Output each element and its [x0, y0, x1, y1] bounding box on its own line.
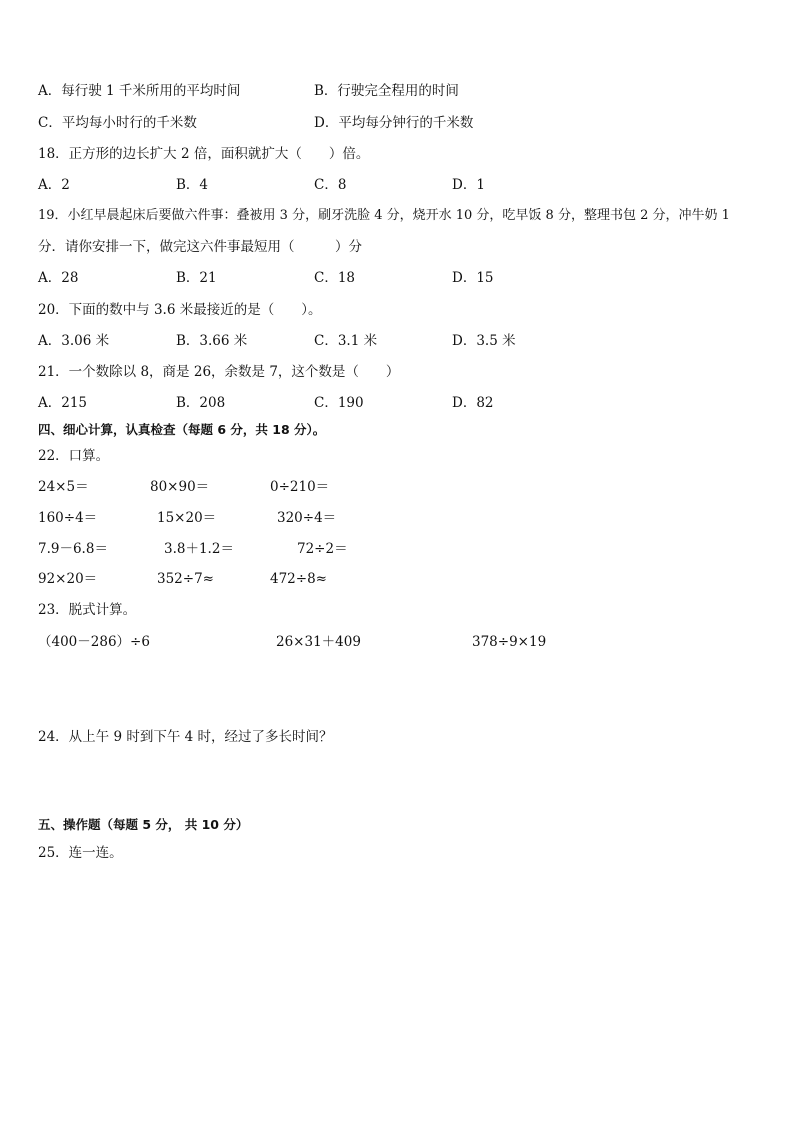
- q21-option-d: D．82: [452, 395, 494, 411]
- q21-option-a: A．215: [38, 395, 88, 411]
- q22-item: 24×5＝: [38, 479, 89, 495]
- q21-option-c: C．190: [314, 395, 364, 411]
- q19-option-a: A．28: [38, 270, 79, 286]
- q20-option-a: A．3.06 米: [38, 333, 110, 349]
- q25-text: 25．连一连。: [38, 845, 123, 861]
- section-4-heading: 四、细心计算，认真检查（每题 6 分，共 18 分）。: [38, 422, 326, 437]
- q22-item: 92×20＝: [38, 571, 98, 587]
- q22-item: 0÷210＝: [270, 479, 330, 495]
- q19-line1: 19．小红早晨起床后要做六件事：叠被用 3 分，刷牙洗脸 4 分，烧开水 10 分，吃早饭 8 分，整理书包 2 分，冲牛奶 1: [38, 208, 730, 223]
- q22-title: 22．口算。: [38, 448, 110, 464]
- q17-option-b: B．行驶完全程用的时间: [314, 83, 459, 99]
- q18-text: 18．正方形的边长扩大 2 倍，面积就扩大（ ）倍。: [38, 146, 370, 162]
- q23-item: 26×31＋409: [276, 634, 361, 650]
- q22-item: 352÷7≈: [157, 571, 214, 587]
- q19-option-d: D．15: [452, 270, 494, 286]
- q19-line2: 分．请你安排一下，做完这六件事最短用（ ）分: [38, 239, 362, 255]
- q21-option-b: B．208: [176, 395, 226, 411]
- q22-item: 80×90＝: [150, 479, 210, 495]
- q20-text: 20．下面的数中与 3.6 米最接近的是（ ）。: [38, 302, 322, 318]
- q22-item: 3.8＋1.2＝: [164, 541, 234, 557]
- q20-option-b: B．3.66 米: [176, 333, 248, 349]
- q24-text: 24．从上午 9 时到下午 4 时，经过了多长时间？: [38, 729, 333, 745]
- q18-option-d: D．1: [452, 177, 485, 193]
- q22-item: 72÷2＝: [297, 541, 348, 557]
- q18-option-a: A．2: [38, 177, 70, 193]
- q17-option-d: D．平均每分钟行的千米数: [314, 115, 474, 131]
- section-5-heading: 五、操作题（每题 5 分， 共 10 分）: [38, 817, 249, 832]
- q23-item: 378÷9×19: [472, 634, 547, 650]
- q18-option-c: C．8: [314, 177, 347, 193]
- q18-option-b: B．4: [176, 177, 209, 193]
- q20-option-d: D．3.5 米: [452, 333, 516, 349]
- q22-item: 7.9－6.8＝: [38, 541, 108, 557]
- q19-option-b: B．21: [176, 270, 217, 286]
- q23-item: （400－286）÷6: [38, 634, 150, 650]
- q22-item: 320÷4＝: [277, 510, 337, 526]
- q22-item: 15×20＝: [157, 510, 217, 526]
- q19-option-c: C．18: [314, 270, 356, 286]
- q23-title: 23．脱式计算。: [38, 602, 137, 618]
- q22-item: 472÷8≈: [270, 571, 327, 587]
- q21-text: 21．一个数除以 8，商是 26，余数是 7，这个数是（ ）: [38, 364, 400, 380]
- q17-option-c: C．平均每小时行的千米数: [38, 115, 197, 131]
- q22-item: 160÷4＝: [38, 510, 98, 526]
- q17-option-a: A．每行驶 1 千米所用的平均时间: [38, 83, 241, 99]
- q20-option-c: C．3.1 米: [314, 333, 378, 349]
